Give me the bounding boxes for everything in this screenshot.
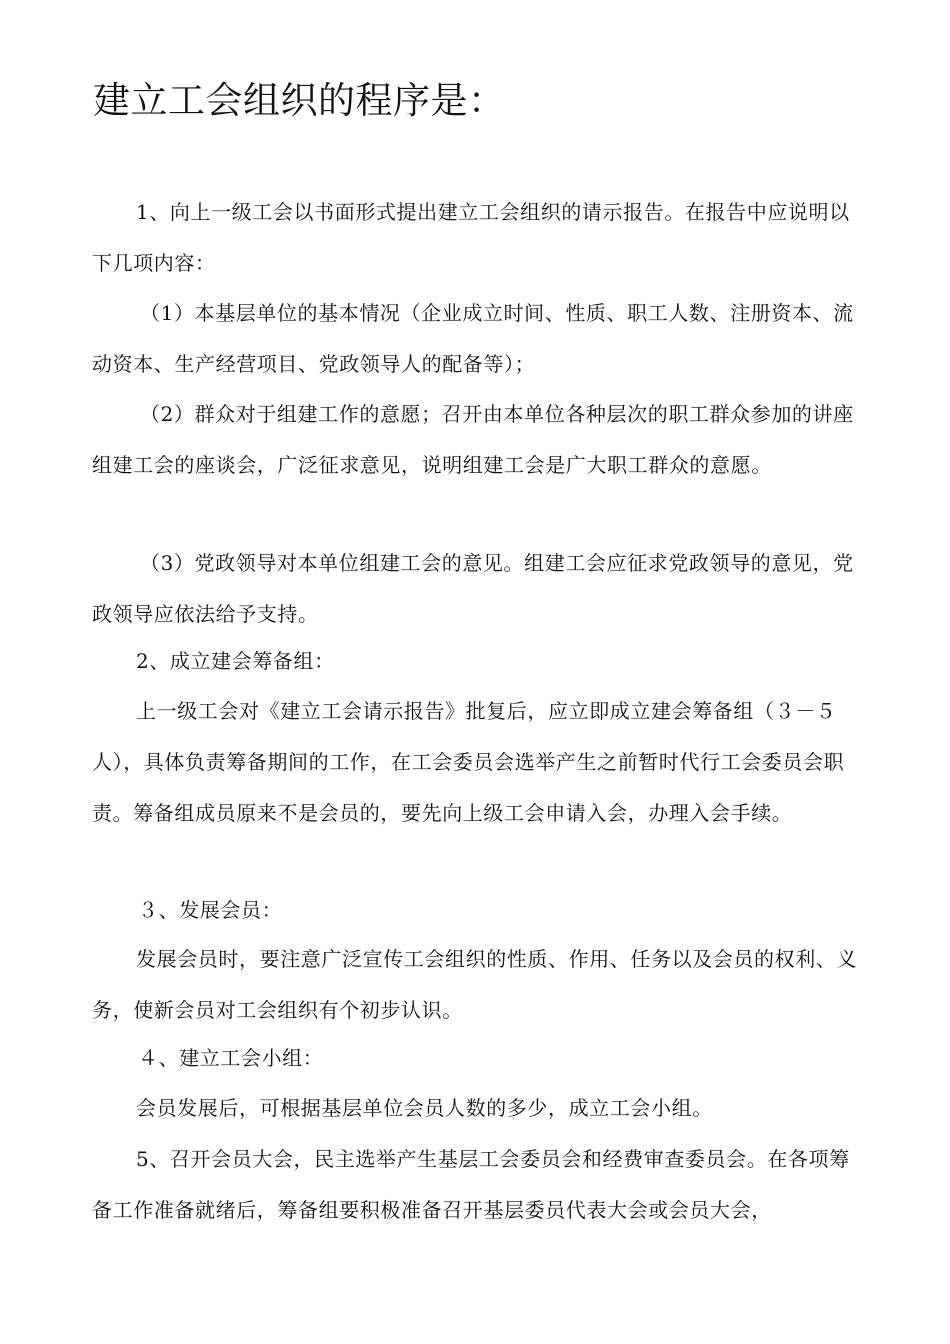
heading-develop-members: ３、发展会员：: [138, 898, 283, 922]
heading-preparatory-group: 2、成立建会筹备组：: [136, 649, 335, 673]
paragraph-mass-willingness: （2）群众对于组建工作的意愿；召开由本单位各种层次的职工群众参加的讲座组建工会的座谈会，广泛征求意见，说明组建工会是广大职工群众的意愿。: [92, 402, 854, 477]
paragraph-basic-situation: （1）本基层单位的基本情况（企业成立时间、性质、职工人数、注册资本、流动资本、生产经营项目、党政领导人的配备等）；: [92, 301, 854, 376]
paragraph-develop-members: 发展会员时，要注意广泛宣传工会组织的性质、作用、任务以及会员的权利、义务，使新会员对工会组织有个初步认识。: [92, 947, 857, 1022]
paragraph-union-groups: 会员发展后，可根据基层单位会员人数的多少，成立工会小组。: [136, 1096, 713, 1120]
paragraph-preparatory-group: 上一级工会对《建立工会请示报告》批复后，应立即成立建会筹备组（３－５人），具体负责筹备期间的工作，在工会委员会选举产生之前暂时代行工会委员会职责。筹备组成员原来不是会员的，要先向上级工会申请入会，办理入会手续。: [92, 699, 845, 825]
document-title: 建立工会组织的程序是：: [93, 79, 506, 122]
paragraph-leadership-opinion: （3）党政领导对本单位组建工会的意见。组建工会应征求党政领导的意见，党政领导应依法给予支持。: [92, 551, 854, 626]
heading-union-groups: ４、建立工会小组：: [138, 1046, 324, 1070]
paragraph-members-assembly: 5、召开会员大会，民主选举产生基层工会委员会和经费审查委员会。在各项筹备工作准备就绪后，筹备组要积极准备召开基层委员代表大会或会员大会，: [92, 1147, 850, 1222]
paragraph-request-report: 1、向上一级工会以书面形式提出建立工会组织的请示报告。在报告中应说明以下几项内容：: [92, 200, 850, 275]
